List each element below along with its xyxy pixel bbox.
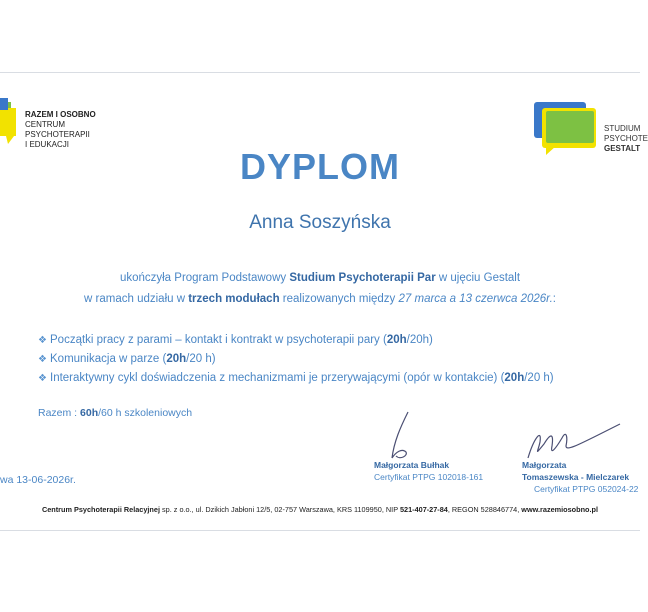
footer-nip: 521-407-27-84 (399, 505, 448, 514)
module-list (38, 331, 554, 388)
diamond-bullet-icon: ❖ (38, 373, 47, 384)
framework-end: : (552, 293, 556, 305)
logo-left-line3: PSYCHOTERAPII (25, 130, 90, 139)
footer-address: sp. z o.o., ul. Dzikich Jabłoni 12/5, 02-757 Warszawa, KRS 1109950, NIP (159, 505, 400, 514)
framework-dates: 27 marca a 13 czerwca 2026r. (398, 293, 553, 305)
recipient-name: Anna Soszyńska (249, 212, 391, 233)
module-rest: /20 h) (186, 353, 216, 365)
total-hours (38, 407, 192, 419)
module-hours: 20h (166, 353, 187, 365)
completion-statement (0, 272, 640, 284)
signature-1-name: Małgorzata Bułhak (374, 460, 450, 470)
logo-right-line1: STUDIUM (604, 124, 641, 133)
diamond-bullet-icon: ❖ (38, 335, 47, 346)
logo-left-line1: RAZEM I OSOBNO (25, 110, 96, 119)
signature-1-cert: Certyfikat PTPG 102018-161 (374, 472, 484, 482)
module-text: Komunikacja w parze ( (50, 353, 167, 365)
module-rest: /20h) (406, 334, 433, 346)
footer-website: www.razemiosobno.pl (521, 505, 599, 514)
footer-company-info (0, 505, 640, 514)
list-item (38, 350, 554, 369)
logo-left-text (25, 110, 96, 150)
footer-company: Centrum Psychoterapii Relacyjnej (41, 505, 160, 514)
signature-1 (374, 459, 483, 483)
diamond-bullet-icon: ❖ (38, 354, 47, 365)
signature-2-cert: Certyfikat PTPG 052024-22 (534, 484, 639, 494)
top-divider (0, 72, 640, 73)
total-hours-value: 60h (80, 407, 99, 419)
module-hours: 20h (386, 334, 407, 346)
module-text: Interaktywny cykl doświadczenia z mechanizmami je przerywającymi (opór w kontakcie) ( (50, 372, 505, 384)
completion-prefix: ukończyła Program Podstawowy (119, 272, 290, 284)
total-label: Razem : (38, 407, 81, 419)
framework-prefix: w ramach udziału w (84, 293, 189, 305)
framework-middle: realizowanych między (279, 293, 399, 305)
signature-2 (522, 459, 638, 495)
diploma-title: DYPLOM (239, 146, 400, 187)
logo-right-line3: GESTALT (604, 144, 641, 153)
logo-left-line4: I EDUKACJI (25, 140, 70, 149)
bottom-divider (0, 530, 640, 531)
module-hours: 20h (504, 372, 525, 384)
completion-suffix: w ujęciu Gestalt (435, 272, 521, 284)
module-text: Początki pracy z parami – kontakt i kontrakt w psychoterapii pary ( (50, 334, 387, 346)
logo-right-line2: PSYCHOTE (604, 134, 648, 143)
module-rest: /20 h) (524, 372, 554, 384)
logo-speech-bubble-icon (0, 98, 20, 150)
signature-2-name-line1: Małgorzata (522, 460, 567, 470)
program-name: Studium Psychoterapii Par (289, 272, 436, 284)
total-rest: /60 h szkoleniowych (98, 407, 193, 419)
list-item (38, 331, 554, 350)
framework-statement (0, 293, 640, 305)
framework-modules: trzech modułach (188, 293, 280, 305)
place-and-date: wa 13-06-2026r. (0, 474, 76, 486)
list-item (38, 369, 554, 388)
signature-2-name-line2: Tomaszewska - Mielczarek (522, 472, 630, 482)
logo-left-line2: CENTRUM (25, 120, 65, 129)
footer-regon: , REGON 528846774, (447, 505, 522, 514)
